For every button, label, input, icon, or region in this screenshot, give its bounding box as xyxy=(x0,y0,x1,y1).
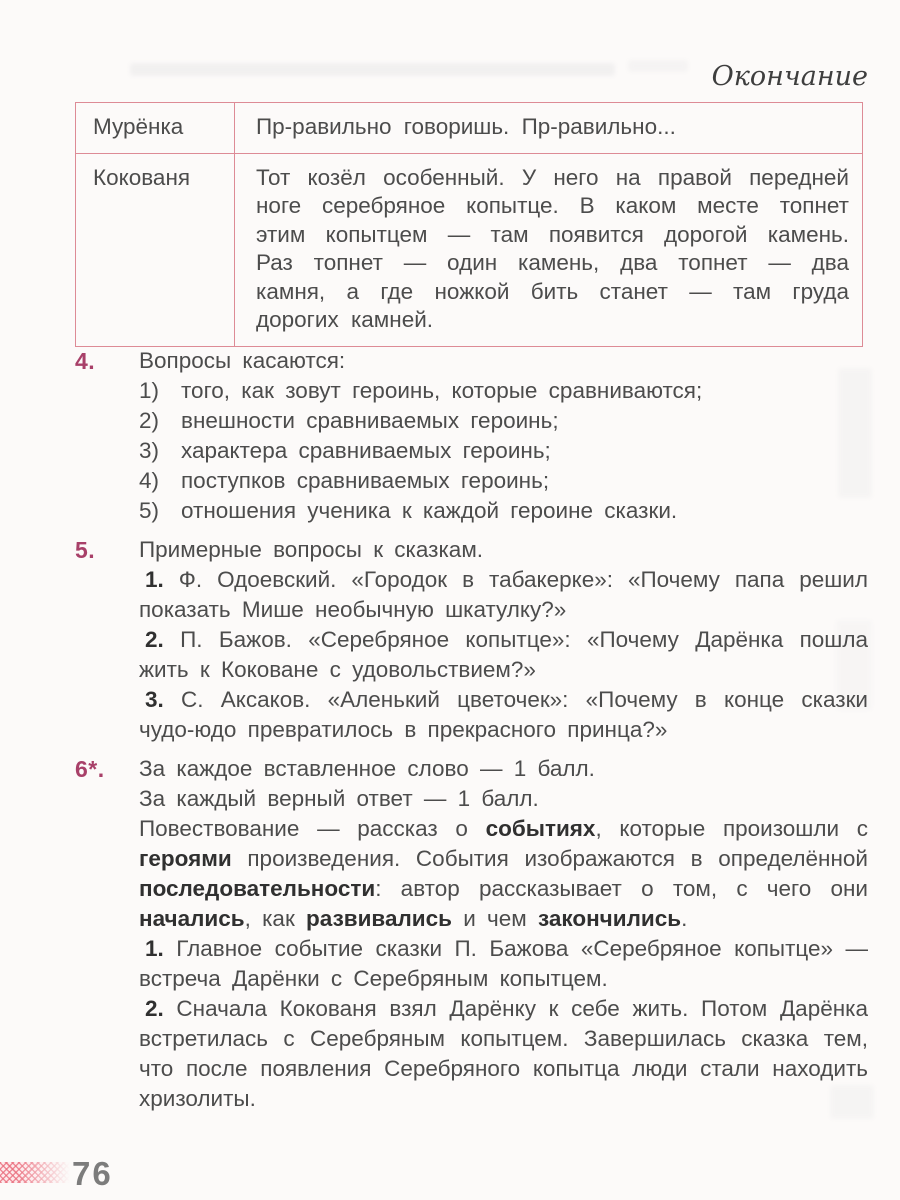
task-number: 4. xyxy=(75,348,96,374)
list-item xyxy=(139,436,868,466)
paragraph: 2. Сначала Кокованя взял Дарёнку к себе жить. Потом Дарёнка встретилась с Серебряным копытцем. Завершилась сказка тем, что после появления Серебряного копытца люди стали находить хризолиты. xyxy=(139,996,868,1111)
table-row xyxy=(76,103,862,153)
paragraph: Повествование — рассказ о событиях, которые произошли с героями произведения. События изображаются в определённой последовательности: автор рассказывает о том, с чего они начались, как развивались и чем закончились. xyxy=(139,816,868,931)
speaker-cell: Кокованя xyxy=(76,154,235,346)
speaker-cell: Мурёнка xyxy=(76,103,235,153)
list-marker: 1) xyxy=(139,378,160,403)
bleed-through-artifact xyxy=(628,60,688,72)
task-number: 6*. xyxy=(75,756,105,782)
list-item xyxy=(139,406,868,436)
list-marker: 2) xyxy=(139,408,160,433)
list-text: характера сравниваемых героинь; xyxy=(181,438,551,463)
task-5 xyxy=(75,535,868,745)
task-6 xyxy=(75,754,868,1114)
paragraph: 3. С. Аксаков. «Аленький цветочек»: «Почему в конце сказки чудо-юдо превратилось в прекрасного принца?» xyxy=(139,687,868,742)
task-body xyxy=(139,535,868,745)
list-text: того, как зовут героинь, которые сравниваются; xyxy=(181,378,703,403)
footer-stripe xyxy=(0,1162,70,1183)
task-number: 5. xyxy=(75,537,96,563)
paragraph: 1. Ф. Одоевский. «Городок в табакерке»: «Почему папа решил показать Мише необычную шкатулку?» xyxy=(139,567,868,622)
list-marker: 5) xyxy=(139,498,160,523)
list-marker: 4) xyxy=(139,468,160,493)
dialogue-cell: Тот козёл особенный. У него на правой передней ноге серебряное копытце. В каком месте топнет этим копытцем — там появится дорогой камень. Раз топнет — один камень, два топнет — два камня, а где ножкой бить станет — там груда дорогих камней. xyxy=(256,164,849,332)
task-intro: Вопросы касаются: xyxy=(139,348,346,373)
bleed-through-artifact xyxy=(130,63,615,76)
tasks-section xyxy=(75,346,868,1123)
list-text: внешности сравниваемых героинь; xyxy=(181,408,559,433)
task-intro: Примерные вопросы к сказкам. xyxy=(139,537,484,562)
paragraph: 2. П. Бажов. «Серебряное копытце»: «Почему Дарёнка пошла жить к Коковане с удовольствием?» xyxy=(139,627,868,682)
list-item xyxy=(139,376,868,406)
paragraph: За каждый верный ответ — 1 балл. xyxy=(139,786,539,811)
list-text: поступков сравниваемых героинь; xyxy=(181,468,550,493)
task-4 xyxy=(75,346,868,526)
dialogue-cell: Пр-равильно говоришь. Пр-равильно... xyxy=(256,114,676,139)
dialogue-table xyxy=(75,102,863,347)
table-row xyxy=(76,153,862,346)
list-item xyxy=(139,466,868,496)
task-body xyxy=(139,754,868,1114)
page-number: 76 xyxy=(72,1155,113,1192)
list-item xyxy=(139,496,868,526)
list-marker: 3) xyxy=(139,438,160,463)
paragraph: 1. Главное событие сказки П. Бажова «Серебряное копытце» — встреча Дарёнки с Серебряным копытцем. xyxy=(139,936,868,991)
list-text: отношения ученика к каждой героине сказки. xyxy=(181,498,678,523)
paragraph: За каждое вставленное слово — 1 балл. xyxy=(139,756,595,781)
task-body xyxy=(139,346,868,526)
continuation-label: Окончание xyxy=(711,61,868,92)
